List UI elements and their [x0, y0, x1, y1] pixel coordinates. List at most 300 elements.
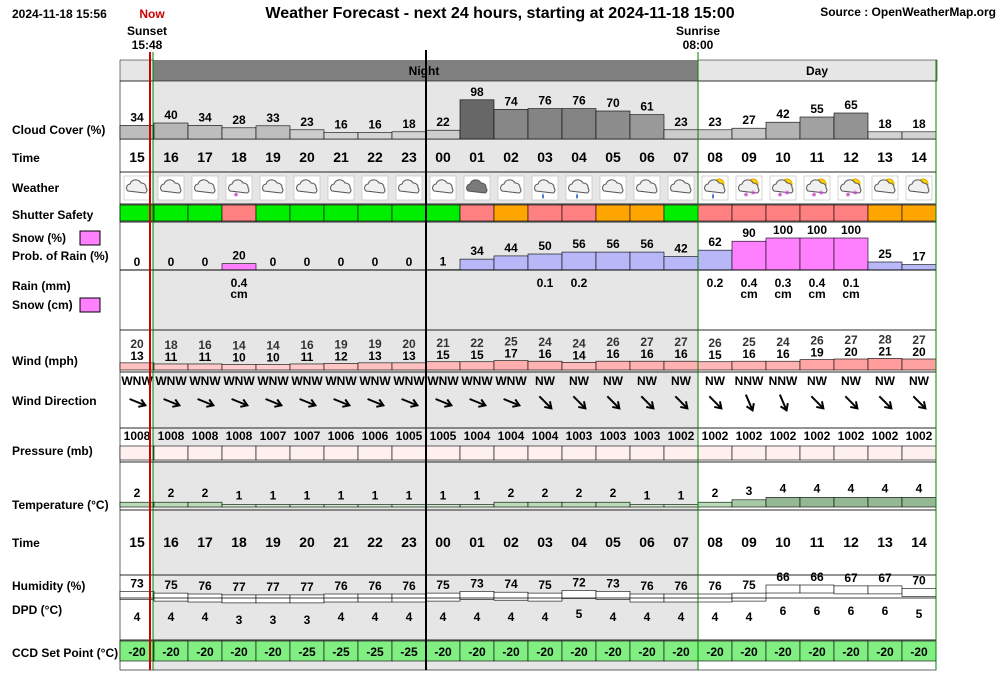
hour-label: 19 [265, 149, 281, 165]
precip-prob-value: 56 [640, 237, 654, 252]
night-label: Night [408, 64, 440, 78]
wind-gust-value: 27 [674, 335, 688, 350]
cloud-bar [256, 126, 290, 139]
label-ccd-setpoint: CCD Set Point (°C) [12, 646, 119, 660]
cloud-bar [154, 123, 188, 139]
dpd-value: 4 [643, 610, 651, 624]
arrow-shaft [811, 396, 822, 407]
wind-dir-label: NNW [768, 374, 798, 388]
wind-bar [698, 362, 732, 370]
pressure-value: 1002 [905, 429, 933, 443]
cloud-value: 18 [878, 116, 892, 131]
overcast-icon [464, 176, 490, 200]
wind-gust-value: 20 [402, 336, 416, 351]
label-weather: Weather [12, 181, 60, 195]
precip-bar [664, 257, 698, 270]
partly-cloudy-night-icon [124, 176, 150, 200]
cloud-value: 23 [708, 114, 722, 129]
cloud-bar [426, 130, 460, 139]
wind-dir-label: NW [705, 374, 725, 388]
ccd-value: -20 [706, 645, 724, 659]
cloud-bar [120, 125, 154, 139]
precip-amount-value: 0.4 [740, 276, 758, 290]
temperature-bar [358, 505, 392, 507]
cloud-value: 61 [640, 99, 654, 114]
shutter-cell [324, 205, 358, 221]
temperature-bar [222, 505, 256, 507]
snowflake-shape: * [777, 191, 783, 203]
precip-prob-value: 0 [405, 255, 413, 269]
cloud-value: 33 [266, 110, 280, 125]
cloud-bar [562, 109, 596, 139]
wind-bar [222, 365, 256, 371]
cloud-value: 55 [810, 102, 824, 116]
pressure-cell [256, 446, 290, 460]
cloud-value: 74 [504, 94, 518, 109]
temperature-value: 1 [269, 488, 277, 503]
ccd-value: -25 [332, 645, 350, 659]
temperature-bar [664, 505, 698, 507]
wind-bar [732, 361, 766, 370]
shutter-cell [256, 205, 290, 221]
hour-label: 05 [605, 149, 621, 165]
wind-speed-value: 13 [130, 348, 144, 363]
hour-label: 11 [809, 534, 825, 550]
humidity-value: 75 [538, 578, 552, 593]
wind-gust-value: 27 [640, 335, 654, 350]
wind-bar [256, 365, 290, 371]
pressure-cell [120, 446, 154, 460]
hour-label: 22 [367, 149, 383, 165]
temperature-bar [256, 505, 290, 507]
wind-speed-value: 11 [300, 349, 314, 364]
ccd-value: -20 [264, 645, 282, 659]
wind-bar [868, 358, 902, 370]
humidity-value: 75 [436, 578, 450, 593]
dpd-value: 4 [439, 610, 447, 624]
rain-day-icon [702, 176, 728, 200]
hour-label: 13 [877, 534, 893, 550]
wind-bar [800, 360, 834, 370]
temperature-value: 1 [303, 488, 311, 503]
hour-label: 00 [435, 149, 451, 165]
label-humidity: Humidity (%) [12, 579, 86, 593]
wind-dir-label: NW [637, 374, 657, 388]
ccd-value: -20 [876, 645, 894, 659]
hour-label: 08 [707, 534, 723, 550]
precip-prob-value: 25 [878, 247, 892, 261]
precip-bar [800, 238, 834, 270]
forecast-grid [120, 50, 936, 670]
snow-day-icon [770, 176, 796, 203]
cloud-value: 23 [674, 114, 688, 129]
precip-bar [222, 264, 256, 270]
cloud-bar [392, 132, 426, 139]
pressure-value: 1005 [429, 429, 457, 443]
precip-amount-value: cm [808, 287, 826, 301]
day-label: Day [805, 64, 829, 78]
arrow-shaft [845, 396, 856, 407]
wind-arrow-icon [911, 394, 929, 412]
ccd-value: -20 [740, 645, 758, 659]
cloud-value: 16 [368, 117, 382, 132]
humidity-value: 77 [232, 579, 246, 594]
pressure-cell [358, 446, 392, 460]
temperature-bar [528, 502, 562, 507]
pressure-value: 1008 [123, 429, 151, 443]
precip-prob-value: 1 [439, 254, 447, 269]
precip-amount-value: 0.1 [842, 276, 860, 290]
pressure-value: 1002 [667, 429, 695, 443]
precip-bar [868, 262, 902, 270]
hour-label: 00 [435, 534, 451, 550]
pressure-cell [426, 446, 460, 460]
cloud-value: 76 [538, 93, 552, 108]
precip-prob-value: 56 [572, 237, 586, 252]
humidity-bar [834, 586, 868, 594]
ccd-value: -20 [230, 645, 248, 659]
humidity-bar [154, 593, 188, 601]
temperature-bar [766, 497, 800, 507]
hour-label: 03 [537, 534, 553, 550]
wind-dir-label: NW [909, 374, 929, 388]
shutter-cell [154, 205, 188, 221]
dpd-value: 3 [303, 613, 311, 627]
wind-speed-value: 16 [606, 347, 620, 362]
pressure-cell [630, 446, 664, 460]
pressure-cell [664, 446, 698, 460]
hour-label: 10 [775, 534, 791, 550]
wind-dir-label: WNW [359, 374, 391, 388]
wind-speed-value: 17 [504, 346, 518, 361]
precip-amount-value: 0.2 [570, 276, 588, 290]
hour-label: 22 [367, 534, 383, 550]
cloudy-night-icon [396, 176, 422, 200]
shutter-cell [664, 205, 698, 221]
wind-bar [358, 363, 392, 370]
shutter-cell [766, 205, 800, 221]
wind-bar [392, 363, 426, 370]
now-label: Now [139, 7, 165, 21]
precip-amount-value: cm [842, 287, 860, 301]
pressure-value: 1002 [701, 429, 729, 443]
shutter-cell [732, 205, 766, 221]
pressure-value: 1002 [837, 429, 865, 443]
precip-prob-value: 17 [912, 249, 926, 264]
pressure-value: 1002 [735, 429, 763, 443]
wind-speed-value: 10 [266, 350, 280, 365]
shutter-cell [630, 205, 664, 221]
wind-gust-value: 14 [266, 338, 280, 353]
cloud-value: 28 [232, 112, 246, 127]
wind-bar [120, 363, 154, 370]
hour-label: 19 [265, 534, 281, 550]
humidity-bar [562, 590, 596, 598]
pressure-cell [460, 446, 494, 460]
temperature-bar [868, 497, 902, 507]
precip-bar [902, 265, 936, 270]
temperature-bar [494, 502, 528, 507]
precip-amount-value: 0.2 [706, 276, 724, 290]
pressure-cell [188, 446, 222, 460]
hour-label: 17 [197, 534, 213, 550]
wind-gust-value: 26 [708, 335, 722, 350]
hour-label: 18 [231, 534, 247, 550]
shutter-cell [562, 205, 596, 221]
wind-gust-value: 24 [776, 335, 790, 350]
temperature-value: 1 [235, 488, 243, 503]
wind-speed-value: 10 [232, 350, 246, 365]
humidity-value: 76 [334, 579, 348, 593]
cloud-bar [664, 130, 698, 139]
ccd-value: -25 [366, 645, 384, 659]
pressure-value: 1008 [157, 429, 185, 443]
wind-bar [324, 363, 358, 370]
cloud-bar [800, 117, 834, 139]
humidity-value: 70 [912, 573, 926, 588]
cloud-bar [358, 133, 392, 139]
wind-dir-label: WNW [325, 374, 357, 388]
humidity-value: 73 [130, 576, 144, 591]
wind-bar [460, 362, 494, 370]
pressure-value: 1003 [633, 429, 661, 443]
dpd-value: 3 [235, 613, 243, 627]
hour-label: 20 [299, 149, 315, 165]
wind-dir-label: WNW [291, 374, 323, 388]
dpd-value: 4 [711, 610, 719, 624]
precip-bar [562, 252, 596, 270]
wind-dir-label: NW [569, 374, 589, 388]
wind-speed-value: 11 [164, 349, 178, 364]
cloudy-night-icon [294, 176, 320, 200]
cloud-value: 23 [300, 114, 314, 129]
wind-gust-value: 16 [198, 337, 212, 352]
humidity-bar [868, 586, 902, 594]
partly-cloudy-day-icon [872, 176, 898, 200]
ccd-value: -20 [672, 645, 690, 659]
temperature-bar [562, 502, 596, 507]
precip-bar [732, 241, 766, 270]
wind-bar [494, 361, 528, 370]
precip-bar [494, 256, 528, 270]
dpd-value: 4 [201, 610, 209, 624]
wind-bar [426, 362, 460, 370]
arrow-shaft [709, 396, 720, 407]
temperature-bar [732, 500, 766, 507]
cloud-value: 70 [606, 96, 620, 110]
cloud-bar [528, 109, 562, 139]
wind-dir-label: WNW [393, 374, 425, 388]
temperature-value: 4 [813, 481, 821, 496]
wind-gust-value: 27 [844, 333, 858, 347]
snow-night-icon [226, 176, 252, 203]
pressure-value: 1004 [531, 429, 559, 443]
cloud-bar [596, 111, 630, 139]
cloudy-night-icon [600, 176, 626, 200]
hour-label: 16 [163, 149, 179, 165]
cloud-value: 98 [470, 84, 484, 99]
dpd-value: 6 [779, 604, 787, 618]
snowflake-shape: * [818, 189, 824, 201]
snow-day-icon [804, 176, 830, 203]
sunset-time: 15:48 [131, 38, 163, 52]
cloud-value: 16 [334, 117, 348, 132]
wind-bar [528, 361, 562, 370]
cloud-value: 65 [844, 98, 858, 112]
wind-speed-value: 16 [776, 347, 790, 362]
temperature-value: 2 [133, 486, 141, 501]
pressure-cell [868, 446, 902, 460]
cloud-value: 22 [436, 115, 450, 130]
humidity-value: 67 [844, 570, 858, 585]
wind-speed-value: 14 [572, 348, 586, 363]
precip-bar [834, 238, 868, 270]
wind-bar [596, 361, 630, 370]
cloud-value: 34 [198, 110, 212, 125]
cloud-bar [868, 132, 902, 139]
precip-amount-value: cm [774, 287, 792, 301]
label-temperature: Temperature (°C) [12, 498, 109, 512]
wind-bar [154, 364, 188, 370]
temperature-value: 3 [745, 483, 753, 498]
wind-gust-value: 27 [912, 333, 926, 347]
wind-bar [902, 359, 936, 370]
hour-label: 01 [469, 534, 485, 550]
temperature-value: 1 [337, 488, 345, 503]
shutter-cell [596, 205, 630, 221]
ccd-value: -20 [502, 645, 520, 659]
shutter-cell [358, 205, 392, 221]
chart-title: Weather Forecast - next 24 hours, starting at 2024-11-18 15:00 [265, 5, 735, 22]
snowflake-shape: * [852, 189, 858, 201]
cloud-value: 18 [402, 116, 416, 131]
legend-snow-cm-swatch [80, 298, 100, 312]
hour-label: 15 [129, 149, 145, 165]
pressure-cell [732, 446, 766, 460]
precip-bar [528, 254, 562, 270]
humidity-value: 66 [776, 570, 790, 584]
wind-bar [562, 362, 596, 370]
wind-dir-label: WNW [155, 374, 187, 388]
pressure-cell [528, 446, 562, 460]
label-time: Time [12, 151, 40, 165]
cloud-bar [630, 115, 664, 139]
wind-speed-value: 20 [912, 345, 926, 359]
hour-label: 21 [333, 149, 349, 165]
pressure-value: 1007 [259, 429, 287, 443]
hour-label: 14 [911, 149, 927, 165]
humidity-value: 76 [708, 579, 722, 593]
wind-dir-label: NW [535, 374, 555, 388]
cloud-bar [732, 128, 766, 139]
humidity-value: 66 [810, 570, 824, 584]
humidity-value: 76 [368, 579, 382, 593]
source-label: Source : OpenWeatherMap.org [820, 5, 996, 19]
wind-speed-value: 15 [470, 347, 484, 362]
pressure-cell [154, 446, 188, 460]
cloud-bar [766, 122, 800, 139]
dpd-value: 3 [269, 613, 277, 627]
legend-snow-pct-swatch [80, 231, 100, 245]
humidity-bar [222, 595, 256, 603]
wind-bar [834, 359, 868, 370]
pressure-value: 1005 [395, 429, 423, 443]
dpd-value: 6 [881, 604, 889, 618]
precip-amount-value: 0.4 [808, 276, 826, 290]
hour-label: 07 [673, 534, 689, 550]
temperature-value: 4 [847, 481, 855, 496]
precip-prob-value: 34 [470, 244, 484, 259]
temperature-bar [834, 497, 868, 507]
hour-label: 02 [503, 534, 519, 550]
precip-bar [460, 259, 494, 270]
precip-bar [630, 252, 664, 270]
wind-arrow-icon [742, 393, 756, 412]
humidity-value: 75 [742, 578, 756, 593]
shutter-cell [698, 205, 732, 221]
wind-gust-value: 14 [232, 338, 246, 353]
temperature-bar [698, 502, 732, 507]
shutter-cell [902, 205, 936, 221]
cloudy-night-icon [192, 176, 218, 200]
wind-gust-value: 24 [572, 336, 586, 351]
ccd-value: -25 [298, 645, 316, 659]
precip-prob-value: 100 [806, 223, 828, 237]
cloudy-night-icon [158, 176, 184, 200]
dpd-value: 4 [473, 610, 481, 624]
dpd-value: 5 [575, 607, 583, 621]
shutter-cell [426, 205, 460, 221]
wind-gust-value: 18 [164, 337, 178, 352]
pressure-cell [834, 446, 868, 460]
ccd-value: -20 [774, 645, 792, 659]
humidity-bar [494, 592, 528, 600]
temperature-value: 4 [915, 481, 923, 496]
wind-dir-label: WNW [223, 374, 255, 388]
precip-prob-value: 100 [772, 223, 794, 237]
ccd-value: -20 [162, 645, 180, 659]
precip-prob-value: 0 [337, 255, 345, 269]
precip-prob-value: 0 [201, 255, 209, 269]
wind-dir-label: NW [671, 374, 691, 388]
wind-speed-value: 16 [742, 347, 756, 362]
temperature-bar [188, 502, 222, 507]
hour-label: 21 [333, 534, 349, 550]
pressure-cell [494, 446, 528, 460]
shutter-cell [120, 205, 154, 221]
sunrise-label: Sunrise [675, 24, 721, 38]
wind-bar [630, 361, 664, 370]
cloud-value: 42 [776, 107, 790, 122]
ccd-value: -20 [638, 645, 656, 659]
ccd-value: -20 [842, 645, 860, 659]
humidity-bar [800, 585, 834, 593]
temperature-bar [630, 505, 664, 507]
humidity-value: 67 [878, 570, 892, 585]
timestamp: 2024-11-18 15:56 [12, 7, 107, 21]
shutter-cell [222, 205, 256, 221]
precip-prob-value: 20 [232, 248, 246, 263]
hour-label: 04 [571, 149, 587, 165]
pressure-cell [596, 446, 630, 460]
hour-label: 20 [299, 534, 315, 550]
wind-gust-value: 22 [470, 335, 484, 350]
temperature-bar [290, 505, 324, 507]
wind-gust-value: 19 [368, 336, 382, 351]
precip-prob-value: 44 [504, 240, 518, 255]
hour-label: 02 [503, 149, 519, 165]
humidity-bar [256, 595, 290, 603]
